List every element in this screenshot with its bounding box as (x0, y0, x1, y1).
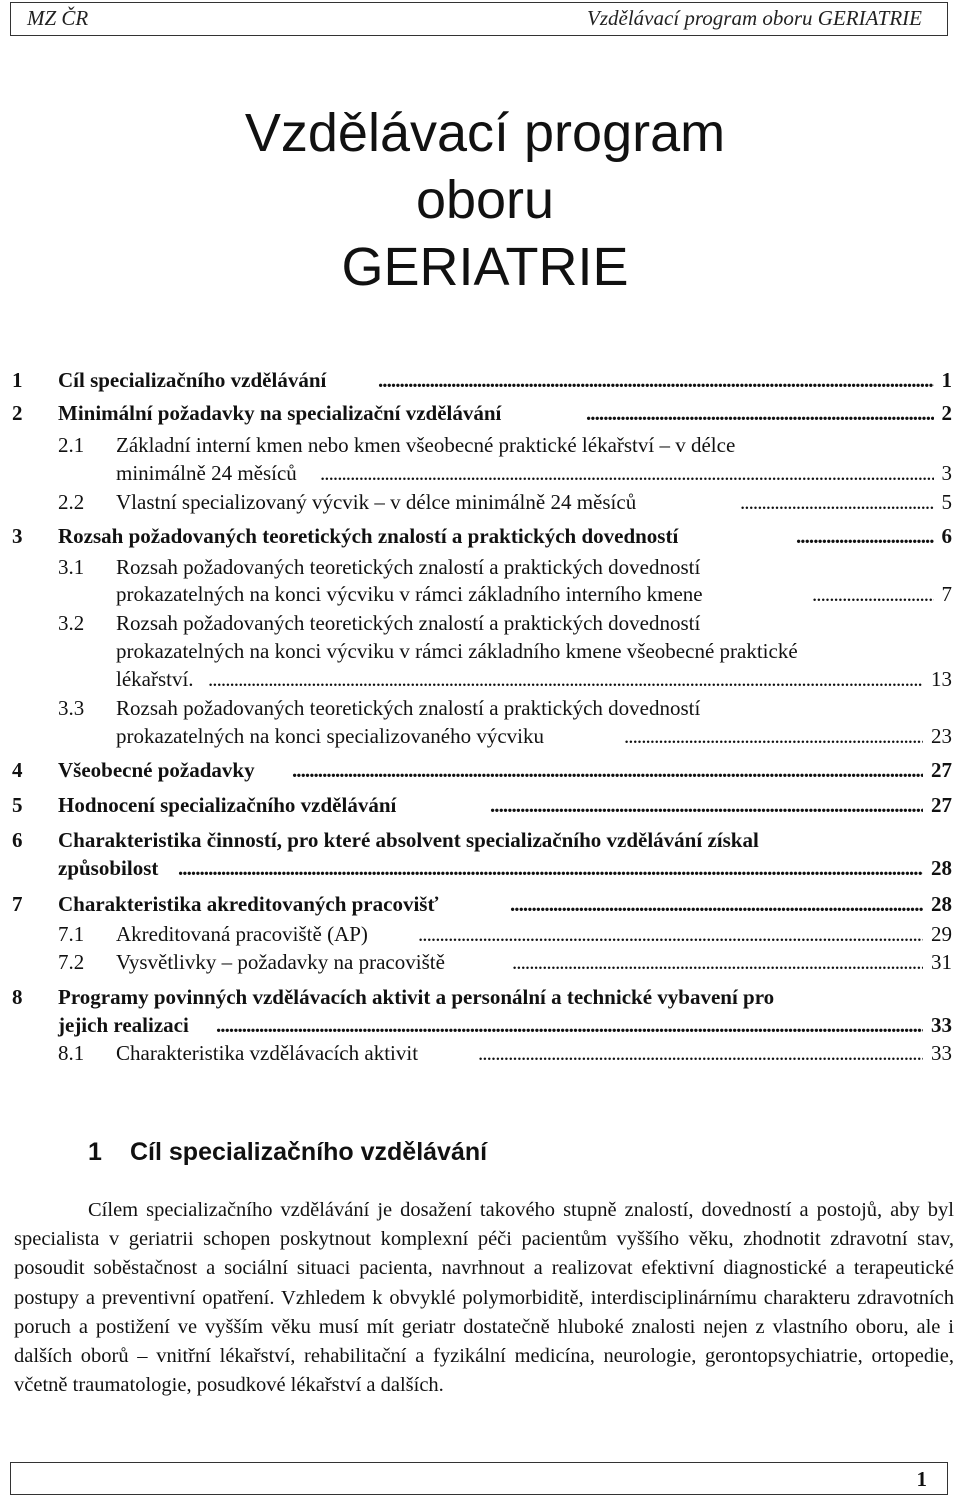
toc-number: 7.2 (58, 950, 85, 974)
toc-text: prokazatelných na konci výcviku v rámci základního interního kmene (116, 582, 703, 606)
body-paragraph: Cílem specializačního vzdělávání je dosažení takového stupně znalostí, dovedností a postojů, aby byl specialista v geriatrii schopen poskytnout komplexní péči pacientům vyššího věku, zhodnotit zdravotní stav, posoudit soběstačnost a sociální situaci pacienta, navrhnout a realizovat efektivní diagnostické a terapeutické postupy a preventivní opatření. Vzhledem k obvyklé polymorbiditě, interdisciplinárnímu charakteru zdravotních poruch a postižení ve vyšším věku musí mít geriatr dostatečně hluboké znalosti nejen z vlastního oboru, ale i dalších oborů – vnitřní lékařství, rehabilitační a fyzikální medicína, neurologie, gerontopsychiatrie, ortopedie, včetně traumatologie, posudkové lékařství a dalších. (14, 1199, 954, 1397)
toc-entry[interactable] (0, 826, 960, 854)
toc-entry[interactable] (0, 609, 960, 637)
toc-text: Rozsah požadovaných teoretických znalostí a praktických dovedností (116, 555, 701, 579)
toc-leader (216, 1011, 923, 1039)
toc-text: Charakteristika činností, pro které absolvent specializačního vzdělávání získal (58, 828, 759, 852)
page-number: 1 (916, 1467, 927, 1491)
toc-entry[interactable] (0, 791, 960, 819)
toc-entry[interactable] (0, 431, 960, 459)
toc-page: 13 (931, 667, 952, 691)
toc-leader (418, 920, 923, 948)
toc-text: Cíl specializačního vzdělávání (58, 368, 327, 392)
toc-page: 33 (931, 1013, 952, 1037)
toc-number: 2.1 (58, 433, 85, 457)
toc-page: 27 (931, 793, 952, 817)
toc-number: 3 (12, 524, 23, 548)
toc-number: 7.1 (58, 922, 85, 946)
toc-text: minimálně 24 měsíců (116, 461, 297, 485)
toc-leader (812, 580, 934, 608)
toc-text: Charakteristika vzdělávacích aktivit (116, 1041, 419, 1065)
toc-leader (478, 1039, 923, 1067)
header-right: Vzdělávací program oboru GERIATRIE (587, 6, 922, 30)
toc-number: 2.2 (58, 490, 85, 514)
toc-text: Vysvětlivky – požadavky na pracoviště (116, 950, 445, 974)
toc-entry[interactable] (0, 1039, 960, 1067)
toc-entry[interactable] (0, 920, 960, 948)
title-line-1: Vzdělávací program (244, 103, 726, 163)
toc-text: prokazatelných na konci specializovaného výcviku (116, 724, 544, 748)
toc-text: Rozsah požadovaných teoretických znalostí a praktických dovedností (116, 611, 701, 635)
toc-entry[interactable] (0, 756, 960, 784)
section-title: Cíl specializačního vzdělávání (130, 1138, 488, 1166)
toc-page: 31 (931, 950, 952, 974)
toc-leader (178, 854, 923, 882)
toc-text: Vlastní specializovaný výcvik – v délce minimálně 24 měsíců (116, 490, 637, 514)
toc-number: 2 (12, 401, 23, 425)
toc-number: 3.3 (58, 696, 85, 720)
toc-entry[interactable] (0, 366, 960, 394)
toc-leader (320, 459, 934, 487)
toc-page: 6 (941, 524, 952, 548)
toc-text: jejich realizaci (58, 1013, 189, 1037)
toc-entry[interactable] (0, 553, 960, 581)
toc-text: Minimální požadavky na specializační vzdělávání (58, 401, 502, 425)
title-line-2: oboru (415, 170, 555, 230)
toc-page: 5 (941, 490, 952, 514)
toc-entry-continuation[interactable] (0, 1011, 960, 1039)
header-left: MZ ČR (27, 6, 89, 30)
toc-entry-continuation[interactable] (0, 854, 960, 882)
toc-page: 28 (931, 856, 952, 880)
section-heading (88, 1138, 487, 1167)
toc-entry-continuation[interactable] (0, 637, 960, 665)
toc-page: 2 (941, 401, 952, 425)
toc-entry-continuation[interactable] (0, 722, 960, 750)
toc-entry[interactable] (0, 948, 960, 976)
toc-entry[interactable] (0, 983, 960, 1011)
toc-leader (740, 488, 934, 516)
toc-entry[interactable] (0, 890, 960, 918)
page-footer (10, 1462, 948, 1495)
toc-leader (796, 522, 934, 550)
toc-number: 3.1 (58, 555, 85, 579)
toc-text: způsobilost (58, 856, 159, 880)
toc-page: 1 (941, 368, 952, 392)
toc-number: 3.2 (58, 611, 85, 635)
toc-leader (512, 948, 923, 976)
toc-entry-continuation[interactable] (0, 580, 960, 608)
toc-number: 7 (12, 892, 23, 916)
toc-leader (586, 399, 934, 427)
toc-text: Rozsah požadovaných teoretických znalostí a praktických dovedností (116, 696, 701, 720)
toc-page: 27 (931, 758, 952, 782)
section-number: 1 (88, 1138, 102, 1166)
toc-text: Základní interní kmen nebo kmen všeobecné praktické lékařství – v délce (116, 433, 736, 457)
toc-leader (208, 665, 923, 693)
toc-number: 6 (12, 828, 23, 852)
toc-entry[interactable] (0, 694, 960, 722)
toc-leader (378, 366, 934, 394)
toc-leader (292, 756, 923, 784)
toc-page: 29 (931, 922, 952, 946)
toc-text: Akreditovaná pracoviště (AP) (116, 922, 368, 946)
toc-text: Rozsah požadovaných teoretických znalostí a praktických dovedností (58, 524, 679, 548)
toc-text: lékařství. (116, 667, 194, 691)
toc-entry-continuation[interactable] (0, 459, 960, 487)
title-line-3: GERIATRIE (341, 237, 629, 297)
toc-text: Charakteristika akreditovaných pracovišť (58, 892, 439, 916)
toc-entry-continuation[interactable] (0, 665, 960, 693)
toc-number: 5 (12, 793, 23, 817)
toc-entry[interactable] (0, 522, 960, 550)
toc-number: 8.1 (58, 1041, 85, 1065)
toc-page: 33 (931, 1041, 952, 1065)
toc-number: 1 (12, 368, 23, 392)
toc-entry[interactable] (0, 488, 960, 516)
document-title (0, 100, 960, 301)
toc-number: 4 (12, 758, 23, 782)
toc-entry[interactable] (0, 399, 960, 427)
toc-leader (490, 791, 923, 819)
toc-number: 8 (12, 985, 23, 1009)
page-header (10, 2, 948, 36)
toc-text: prokazatelných na konci výcviku v rámci základního kmene všeobecné praktické (116, 639, 798, 663)
toc-page: 7 (941, 582, 952, 606)
toc-page: 23 (931, 724, 952, 748)
toc-text: Programy povinných vzdělávacích aktivit a personální a technické vybavení pro (58, 985, 775, 1009)
toc-page: 3 (941, 461, 952, 485)
toc-page: 28 (931, 892, 952, 916)
toc-leader (624, 722, 923, 750)
toc-leader (510, 890, 923, 918)
toc-text: Hodnocení specializačního vzdělávání (58, 793, 397, 817)
toc-text: Všeobecné požadavky (58, 758, 255, 782)
